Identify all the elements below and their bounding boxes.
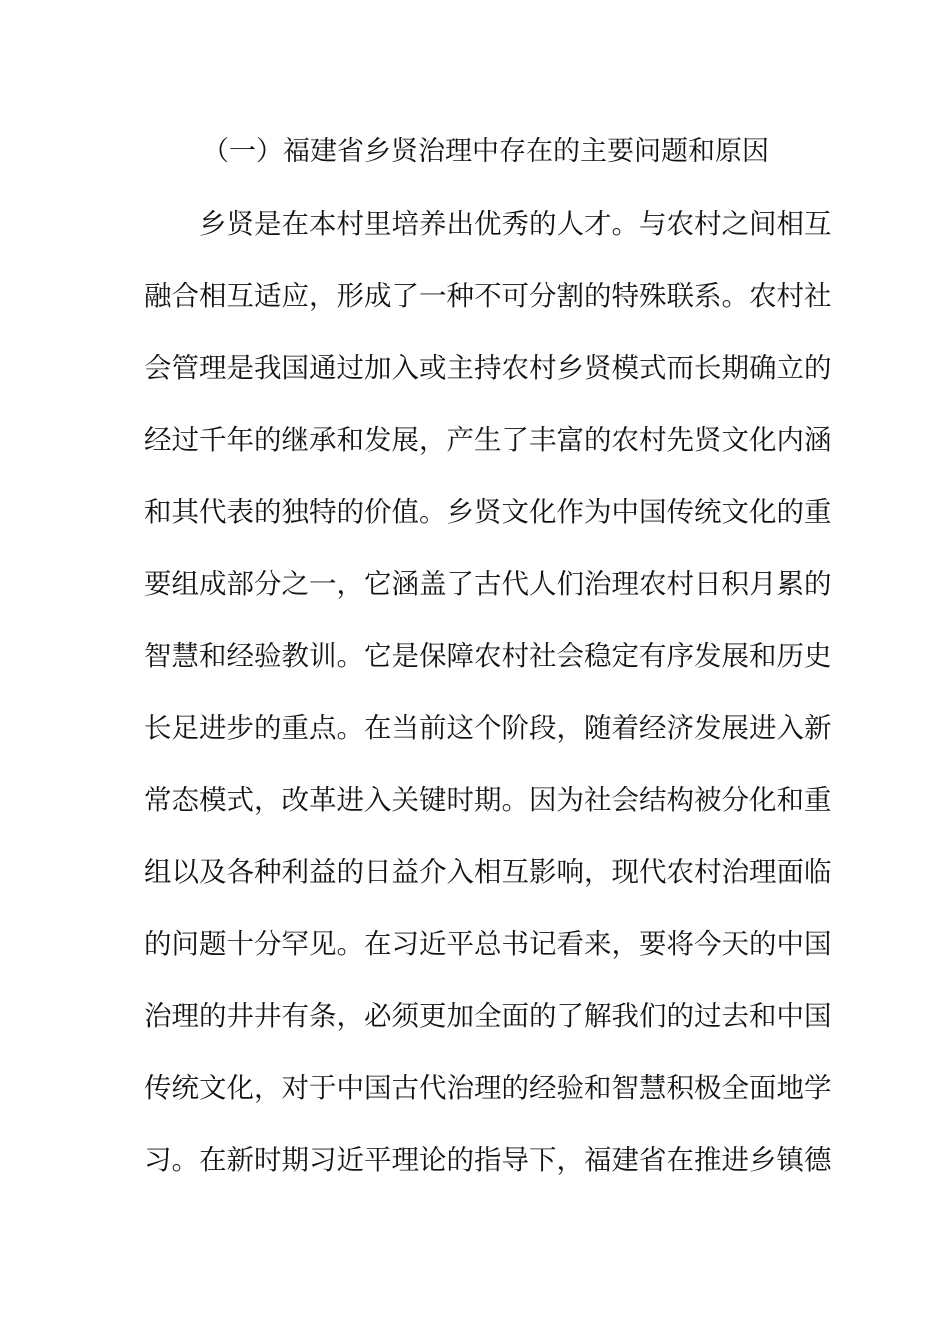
- paragraph-line: 传统文化，对于中国古代治理的经验和智慧积极全面地学: [144, 1072, 832, 1104]
- paragraph-line: 的问题十分罕见。在习近平总书记看来，要将今天的中国: [144, 928, 832, 960]
- paragraph-line: 经过千年的继承和发展，产生了丰富的农村先贤文化内涵: [144, 424, 832, 456]
- paragraph-line: 治理的井井有条，必须更加全面的了解我们的过去和中国: [144, 1000, 832, 1032]
- paragraph-line: 组以及各种利益的日益介入相互影响，现代农村治理面临: [144, 856, 832, 888]
- paragraph-line: 融合相互适应，形成了一种不可分割的特殊联系。农村社: [144, 280, 832, 312]
- paragraph-line: 要组成部分之一，它涵盖了古代人们治理农村日积月累的: [144, 568, 832, 600]
- paragraph-line: 和其代表的独特的价值。乡贤文化作为中国传统文化的重: [144, 496, 832, 528]
- paragraph-line: 智慧和经验教训。它是保障农村社会稳定有序发展和历史: [144, 640, 832, 672]
- paragraph-line: 长足进步的重点。在当前这个阶段，随着经济发展进入新: [144, 712, 832, 744]
- paragraph-line: 乡贤是在本村里培养出优秀的人才。与农村之间相互: [199, 208, 832, 240]
- paragraph-line: 常态模式，改革进入关键时期。因为社会结构被分化和重: [144, 784, 832, 816]
- section-heading: （一）福建省乡贤治理中存在的主要问题和原因: [202, 136, 769, 167]
- paragraph-line: 会管理是我国通过加入或主持农村乡贤模式而长期确立的: [144, 352, 832, 384]
- paragraph-line: 习。在新时期习近平理论的指导下，福建省在推进乡镇德: [144, 1144, 832, 1176]
